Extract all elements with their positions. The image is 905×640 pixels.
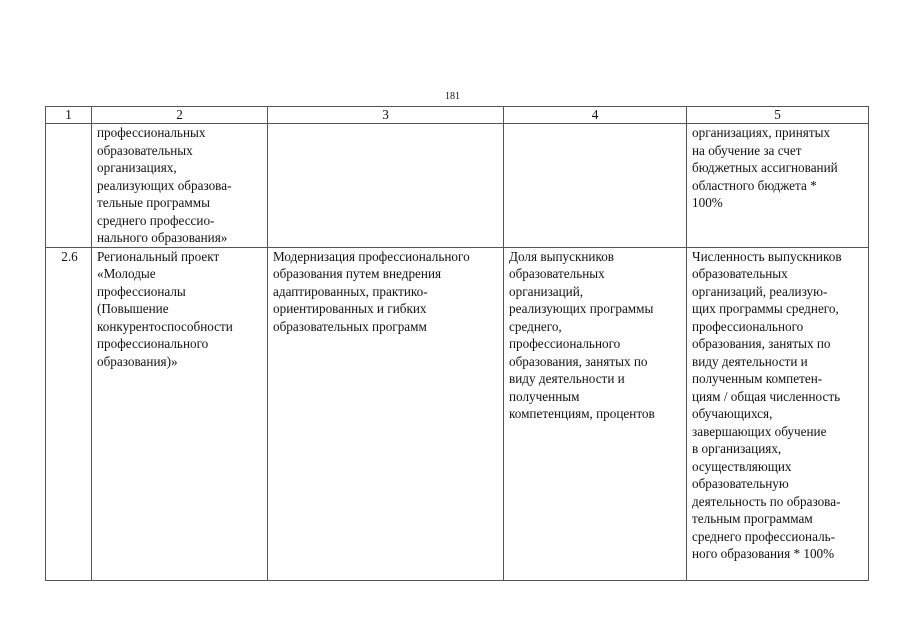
task-cell: [268, 124, 504, 248]
row-number-cell: [46, 124, 92, 248]
column-header-2: 2: [92, 107, 268, 124]
column-header-1: 1: [46, 107, 92, 124]
indicator-cell: Доля выпускников образовательных организаций, реализующих программы среднего, профессионального образования, занятых по виду деятельности и полученным компетенциям, процентов: [504, 247, 687, 580]
column-header-5: 5: [687, 107, 869, 124]
project-name-cell: Региональный проект «Молодые профессионалы (Повышение конкурентоспособности профессионального образования)»: [92, 247, 268, 580]
formula-cell: Численность выпускников образовательных организаций, реализую- щих программы среднего, профессионального образования, занятых по виду деятельности и полученным компетен- циям / общая численность обучающихся, завершающих обучение в организациях, осуществляющих образовательную деятельность по образова- тельным программам среднего профессиональ- ного образования * 100%: [687, 247, 869, 580]
table-header-row: [46, 107, 869, 124]
table-row: [46, 124, 869, 248]
project-name-cell: профессиональных образовательных организациях, реализующих образова- тельные программы среднего профессио- нального образования»: [92, 124, 268, 248]
column-header-4: 4: [504, 107, 687, 124]
document-table: [45, 106, 869, 581]
page-number: 181: [445, 91, 460, 102]
indicator-cell: [504, 124, 687, 248]
task-cell: Модернизация профессионального образования путем внедрения адаптированных, практико- ориентированных и гибких образовательных программ: [268, 247, 504, 580]
row-number-cell: 2.6: [46, 247, 92, 580]
table-row: [46, 247, 869, 580]
formula-cell: организациях, принятых на обучение за счет бюджетных ассигнований областного бюджета * 100%: [687, 124, 869, 248]
column-header-3: 3: [268, 107, 504, 124]
